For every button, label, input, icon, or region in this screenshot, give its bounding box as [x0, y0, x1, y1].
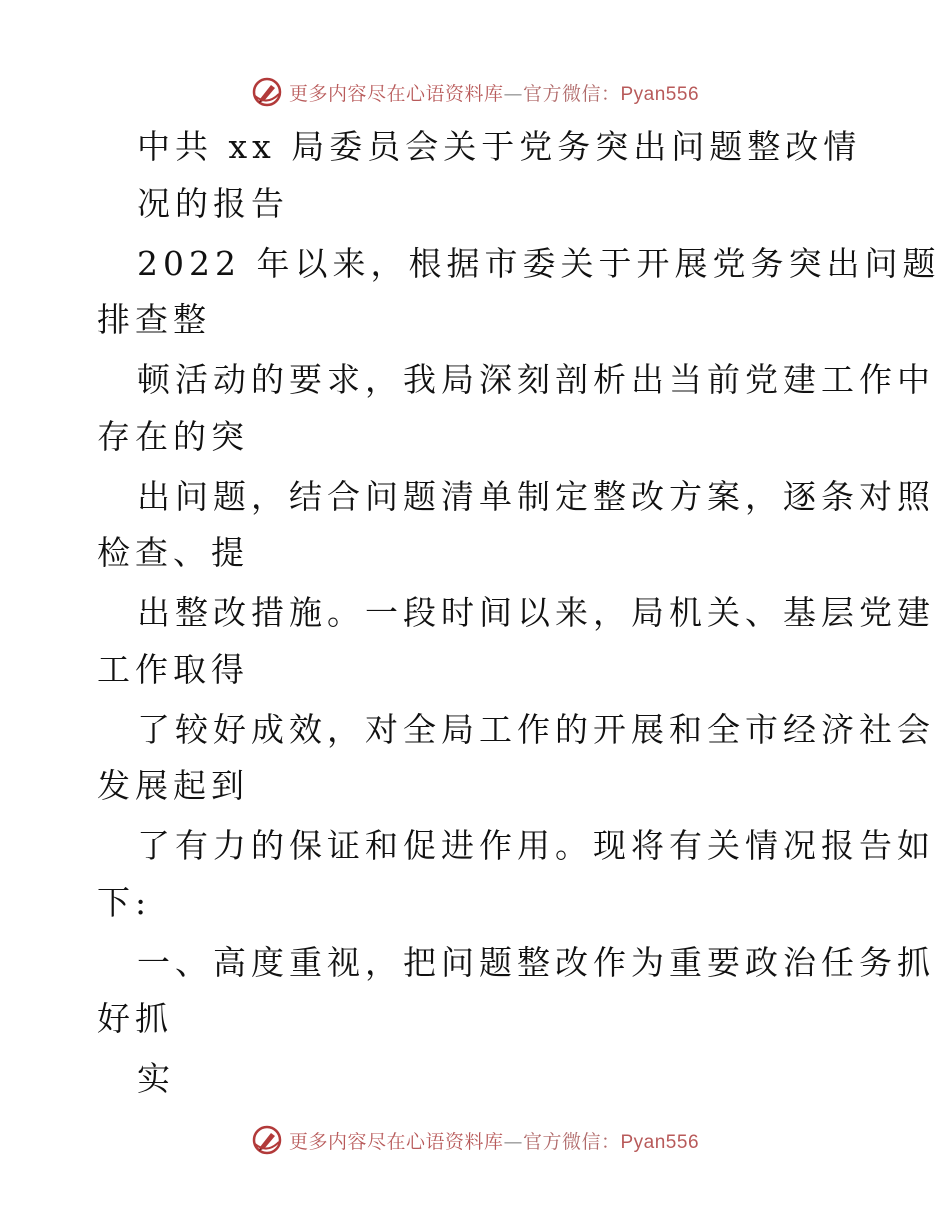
watermark-text — [289, 1127, 699, 1154]
paragraph-line: 出问题，结合问题清单制定整改方案，逐条对照 — [137, 477, 935, 516]
watermark-banner-bottom — [0, 1120, 950, 1160]
paragraph-line: 顿活动的要求，我局深刻剖析出当前党建工作中 — [137, 360, 935, 399]
paragraph-line: 下: — [97, 883, 152, 922]
watermark-dash: — — [503, 1130, 523, 1153]
document-title-line-2: 况的报告 — [137, 184, 289, 223]
paragraph-line: 了较好成效，对全局工作的开展和全市经济社会 — [137, 710, 935, 749]
watermark-account: Pyan556 — [620, 83, 700, 105]
watermark-text — [289, 79, 699, 106]
watermark-dash: — — [503, 82, 523, 105]
paragraph-line: 发展起到 — [97, 766, 249, 805]
section-heading-line: 一、高度重视，把问题整改作为重要政治任务抓 — [137, 943, 935, 982]
watermark-main-text: 更多内容尽在心语资料库 — [288, 1130, 504, 1153]
watermark-wechat-label: 官方微信： — [522, 82, 621, 105]
paragraph-line: 出整改措施。一段时间以来，局机关、基层党建 — [137, 593, 935, 632]
watermark-main-text: 更多内容尽在心语资料库 — [288, 82, 504, 105]
paragraph-line: 存在的突 — [97, 417, 249, 456]
watermark-account: Pyan556 — [620, 1131, 700, 1153]
watermark-content — [251, 76, 699, 108]
section-heading-line: 实 — [137, 1059, 175, 1098]
document-title-line-1: 中共 xx 局委员会关于党务突出问题整改情 — [137, 127, 862, 166]
watermark-banner-top — [0, 72, 950, 112]
paragraph-line: 了有力的保证和促进作用。现将有关情况报告如 — [137, 826, 935, 865]
paragraph-line: 2022 年以来，根据市委关于开展党务突出问题 — [137, 244, 941, 283]
pen-logo-icon — [251, 76, 283, 108]
watermark-wechat-label: 官方微信： — [522, 1130, 621, 1153]
section-heading-line: 好抓 — [97, 999, 173, 1038]
paragraph-line: 工作取得 — [97, 650, 249, 689]
paragraph-line: 检查、提 — [97, 533, 249, 572]
paragraph-line: 排查整 — [97, 300, 211, 339]
watermark-content — [251, 1124, 699, 1156]
pen-logo-icon — [251, 1124, 283, 1156]
